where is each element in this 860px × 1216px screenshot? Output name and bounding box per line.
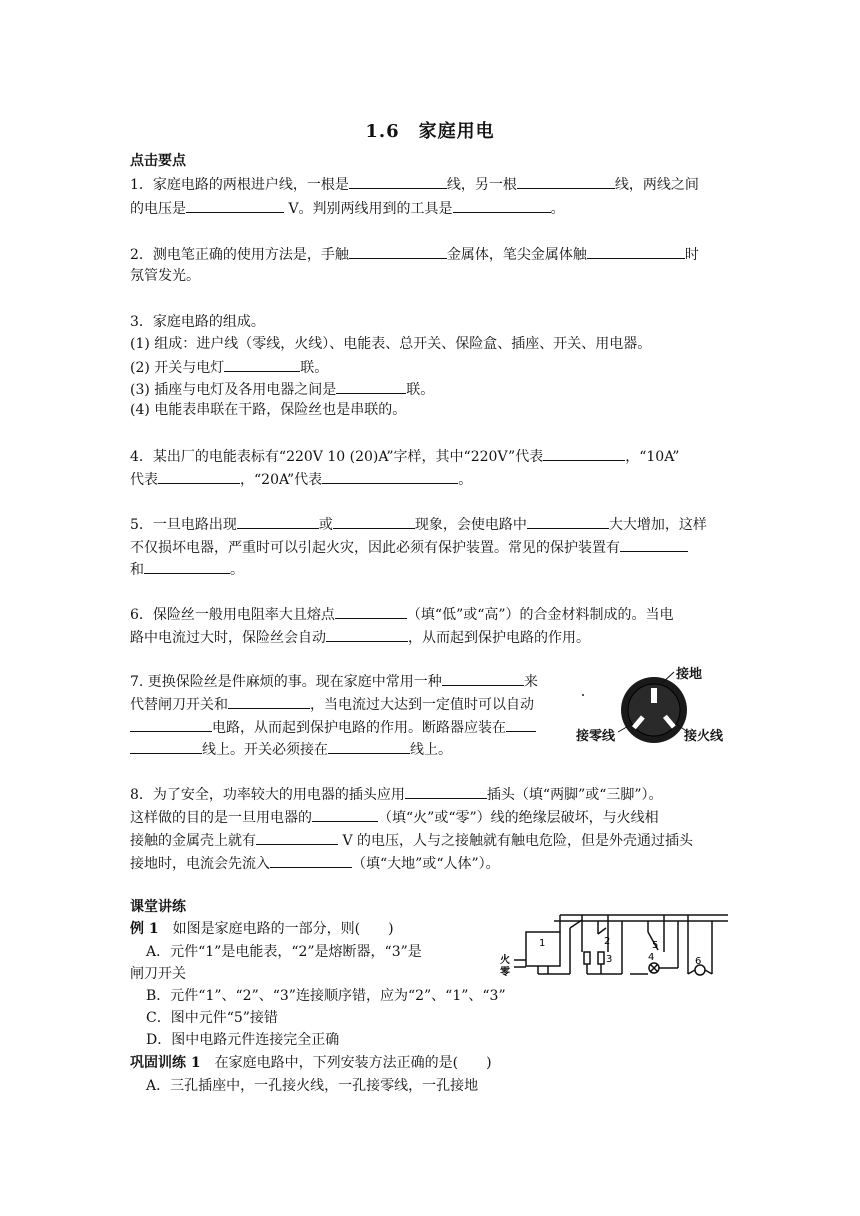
question-3-item-3: (3) 插座与电灯及各用电器之间是 联。 — [130, 377, 434, 401]
circuit-label-3: 3 — [606, 954, 613, 965]
blank[interactable] — [620, 535, 688, 552]
blank[interactable] — [312, 805, 378, 822]
blank[interactable] — [144, 557, 230, 574]
blank[interactable] — [186, 196, 284, 213]
blank[interactable] — [130, 715, 212, 732]
blank[interactable] — [224, 355, 300, 372]
circuit-label-2: 2 — [604, 936, 611, 947]
question-5-line-3: 和 。 — [130, 557, 244, 581]
question-4-line-1: 4．某出厂的电能表标有“220V 10 (20)A”字样，其中“220V”代表 ，“10A” — [130, 444, 679, 468]
blank[interactable] — [506, 715, 536, 732]
question-3-item-1: (1) 组成：进户线（零线，火线）、电能表、总开关、保险盒、插座、开关、用电器。 — [130, 336, 652, 352]
question-7-line-4: 线上。开关必须接在 线上。 — [130, 737, 452, 761]
circuit-label-5: 5 — [652, 940, 659, 951]
example-1-option-c: C．图中元件“5”接错 — [146, 1010, 278, 1026]
question-7-line-3: 电路，从而起到保护电路的作用。断路器应装在 — [130, 715, 536, 739]
circuit-label-4: 4 — [648, 952, 655, 963]
section-heading-key-points: 点击要点 — [130, 153, 186, 169]
question-7-line-1: 7. 更换保险丝是件麻烦的事。现在家庭中常用一种 来 — [130, 669, 538, 693]
question-2-line-2: 氖管发光。 — [130, 268, 200, 284]
example-1-option-a: A．元件“1”是电能表，“2”是熔断器，“3”是 — [146, 944, 422, 960]
question-4-line-2: 代表 ，“20A”代表 。 — [130, 467, 472, 491]
question-7-line-2: 代替闸刀开关和 ，当电流过大达到一定值时可以自动 — [130, 692, 534, 716]
blank[interactable] — [322, 467, 458, 484]
blank[interactable] — [335, 602, 407, 619]
household-circuit-figure — [498, 910, 730, 982]
socket-label-neutral: 接零线 — [576, 729, 616, 744]
blank[interactable] — [270, 851, 352, 868]
socket-ground-slot — [651, 688, 657, 703]
question-3-line-1: 3．家庭电路的组成。 — [130, 314, 265, 330]
example-1-option-a-cont: 闸刀开关 — [130, 966, 186, 982]
example-1-option-b: B．元件“1”、“2”、“3”连接顺序错，应为“2”、“1”、“3” — [146, 988, 506, 1004]
blank[interactable] — [442, 669, 524, 686]
question-3-item-2: (2) 开关与电灯 联。 — [130, 355, 328, 379]
question-8-line-2: 这样做的目的是一旦用电器的 （填“火”或“零”）线的绝缘层破坏，与火线相 — [130, 805, 659, 829]
blank[interactable] — [326, 625, 408, 642]
three-pin-socket-figure — [574, 660, 734, 752]
circuit-label-live: 火 — [500, 955, 510, 966]
question-6-line-1: 6．保险丝一般用电阻率大且熔点 （填“低”或“高”）的合金材料制成的。当电 — [130, 602, 674, 626]
blank[interactable] — [349, 242, 447, 259]
blank[interactable] — [333, 512, 415, 529]
question-1-line-2: 的电压是 V。判别两线用到的工具是 。 — [130, 196, 565, 220]
question-8-line-3: 接触的金属壳上就有 V 的电压，人与之接触就有触电危险，但是外壳通过插头 — [130, 828, 693, 852]
section-heading-class-practice: 课堂讲练 — [130, 899, 186, 915]
socket-label-live: 接火线 — [684, 729, 724, 744]
blank[interactable] — [349, 172, 447, 189]
circuit-label-1: 1 — [539, 938, 546, 949]
page-title: 1.6 家庭用电 — [365, 121, 495, 142]
blank[interactable] — [130, 737, 202, 754]
question-8-line-1: 8．为了安全，功率较大的用电器的插头应用 插头（填“两脚”或“三脚”）。 — [130, 782, 663, 806]
example-1-option-d: D．图中电路元件连接完全正确 — [146, 1032, 340, 1048]
blank[interactable] — [256, 828, 338, 845]
blank[interactable] — [237, 512, 319, 529]
question-3-item-4: (4) 电能表串联在干路，保险丝也是串联的。 — [130, 402, 407, 418]
blank[interactable] — [158, 467, 240, 484]
question-2-line-1: 2．测电笔正确的使用方法是，手触 金属体，笔尖金属体触 时 — [130, 242, 699, 266]
circuit-label-neutral: 零 — [500, 967, 510, 978]
question-5-line-1: 5．一旦电路出现 或 现象，会使电路中 大大增加，这样 — [130, 512, 707, 536]
drill-1-stem: 巩固训练 1 在家庭电路中，下列安装方法正确的是( ) — [130, 1055, 492, 1071]
blank[interactable] — [328, 737, 410, 754]
socket-label-ground: 接地 — [676, 667, 703, 682]
blank[interactable] — [336, 377, 406, 394]
question-6-line-2: 路中电流过大时，保险丝会自动 ，从而起到保护电路的作用。 — [130, 625, 590, 649]
drill-1-option-a: A．三孔插座中，一孔接火线，一孔接零线，一孔接地 — [146, 1078, 479, 1094]
circuit-label-6: 6 — [695, 956, 702, 967]
question-5-line-2: 不仅损坏电器，严重时可以引起火灾，因此必须有保护装置。常见的保护装置有 — [130, 535, 688, 559]
blank[interactable] — [587, 242, 685, 259]
question-8-line-4: 接地时，电流会先流入 （填“大地”或“人体”）。 — [130, 851, 500, 875]
blank[interactable] — [405, 782, 487, 799]
question-1-line-1: 1．家庭电路的两根进户线，一根是 线，另一根 线，两线之间 — [130, 172, 699, 196]
example-1-stem: 例 1 如图是家庭电路的一部分，则( ) — [130, 921, 394, 937]
blank[interactable] — [543, 444, 625, 461]
blank[interactable] — [453, 196, 551, 213]
blank[interactable] — [517, 172, 615, 189]
blank[interactable] — [228, 692, 310, 709]
blank[interactable] — [527, 512, 609, 529]
